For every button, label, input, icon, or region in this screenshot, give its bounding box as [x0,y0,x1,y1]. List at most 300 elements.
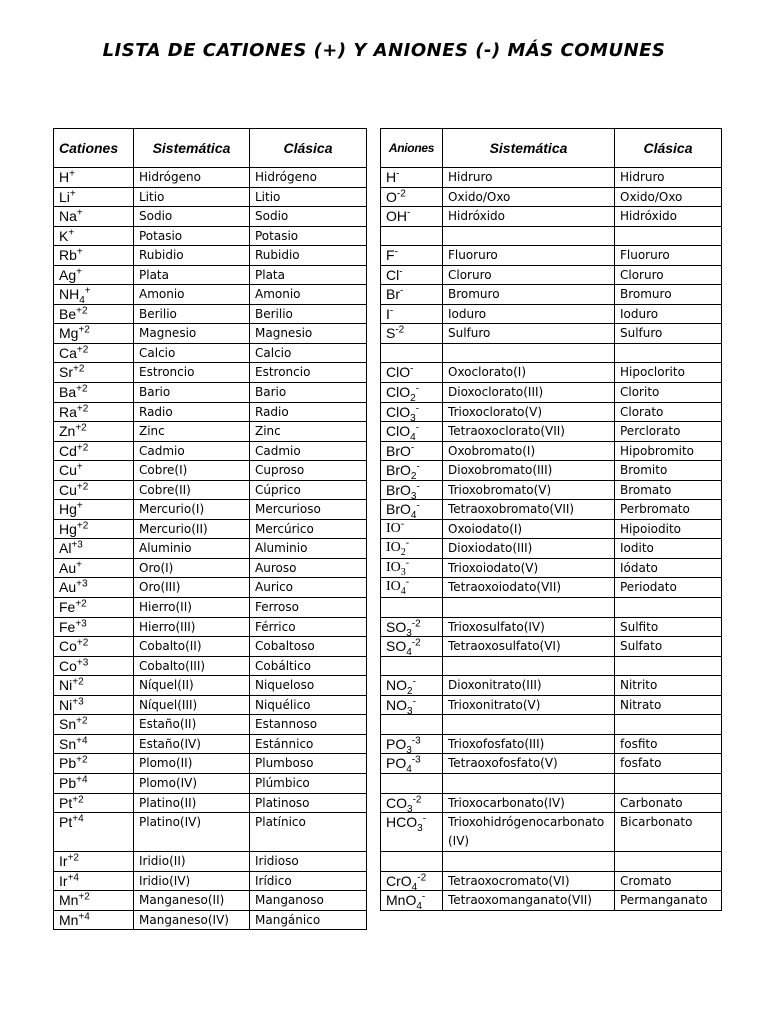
formula-subscript: 4 [406,646,412,657]
cation-row [54,343,367,363]
anions-header-clasica: Clásica [615,129,722,168]
anion-empty-cell [443,598,615,618]
formula-symbol: PO [386,755,407,772]
anion-clasica: Fluoruro [615,246,722,266]
formula-charge: +3 [72,696,84,708]
cations-header-clasica: Clásica [250,129,367,168]
cation-formula [54,598,134,618]
formula-symbol: Ir [59,853,68,870]
formula-charge: +2 [67,852,79,864]
formula-symbol: H [386,169,397,185]
formula-symbol: NO [386,677,407,694]
anion-empty-cell [615,598,722,618]
cation-formula [54,793,134,813]
cation-row [54,813,367,852]
anion-empty-cell [615,852,722,872]
formula-symbol: HCO [386,814,418,831]
formula-charge: +2 [76,481,89,493]
anion-empty-cell [443,343,615,363]
cation-sistematica: Hidrógeno [134,168,250,188]
formula-symbol: Mg [59,325,79,342]
anion-empty-cell [615,656,722,676]
anions-table [380,128,722,911]
formula-charge: +2 [73,363,85,375]
formula-symbol: Pt [59,794,73,811]
anion-sistematica: Trioxofosfato(III) [443,734,615,754]
formula-subscript: 4 [400,586,406,598]
cation-formula [54,852,134,872]
anion-sistematica: Bromuro [443,285,615,305]
cation-clasica: Estánnico [250,734,367,754]
cation-sistematica: Litio [134,187,250,207]
cation-row [54,734,367,754]
anion-empty-cell [443,656,615,676]
anion-clasica: Bromito [615,461,722,481]
formula-symbol: BrO [386,481,411,498]
anion-row [381,813,722,852]
anion-empty-cell [381,852,443,872]
cation-row [54,656,367,676]
cation-sistematica: Manganeso(II) [134,891,250,911]
anion-formula [381,813,443,852]
formula-charge: -3 [411,754,421,766]
cation-row [54,715,367,735]
anion-formula [381,617,443,637]
formula-subscript: 3 [406,744,412,754]
formula-charge: +2 [72,793,84,805]
formula-subscript: 3 [410,490,417,500]
anion-empty-cell [381,343,443,363]
cation-formula [54,402,134,422]
formula-charge: + [69,187,76,199]
formula-charge: - [421,891,426,903]
formula-symbol: IO [386,559,401,575]
anion-empty-cell [443,773,615,793]
cation-formula [54,558,134,578]
formula-charge: - [405,538,410,549]
anion-row [381,363,722,383]
formula-symbol: I [386,305,390,322]
anion-formula [381,676,443,696]
formula-subscript: 4 [416,900,422,911]
anion-clasica: Iódato [615,558,722,578]
cation-sistematica: Níquel(III) [134,695,250,715]
formula-charge: + [76,559,82,571]
formula-charge: - [415,422,420,434]
formula-subscript: 2 [407,686,413,696]
anion-clasica: Bromuro [615,285,722,305]
anion-formula [381,539,443,559]
anion-row [381,754,722,774]
anion-clasica: Hipoclorito [615,363,722,383]
cation-sistematica: Mercurio(I) [134,500,250,520]
formula-charge: -2 [412,793,422,805]
formula-charge: + [76,266,82,278]
anion-clasica: Hidruro [615,168,722,188]
anion-formula [381,754,443,774]
formula-charge: +4 [78,911,90,923]
formula-symbol: Zn [59,423,76,440]
cation-sistematica: Aluminio [134,539,250,559]
anion-clasica: Carbonato [615,793,722,813]
cation-row [54,578,367,598]
anion-row [381,637,722,657]
cation-formula [54,441,134,461]
formula-charge: - [410,442,415,453]
anion-sistematica: Trioxoclorato(V) [443,402,615,422]
cation-sistematica: Plomo(II) [134,754,250,774]
formula-symbol: Pb [59,774,77,791]
formula-charge: +2 [76,344,89,356]
anion-row [381,226,722,246]
cation-row [54,383,367,403]
formula-subscript: 2 [410,471,417,481]
formula-symbol: K [59,227,69,244]
cation-sistematica: Níquel(II) [134,676,250,696]
cation-clasica: Iridioso [250,852,367,872]
formula-charge: - [394,246,398,258]
formula-symbol: Cu [59,481,77,498]
cation-sistematica: Estaño(II) [134,715,250,735]
anion-formula [381,793,443,813]
anion-formula [381,558,443,578]
formula-subscript: 4 [410,510,417,520]
anion-formula [381,734,443,754]
formula-symbol: Co [59,638,77,655]
formula-symbol: Br [386,286,400,303]
anion-clasica: Cloruro [615,265,722,285]
cation-row [54,754,367,774]
formula-charge: - [400,519,405,530]
anion-row [381,519,722,539]
formula-charge: +2 [76,305,88,317]
formula-charge: - [389,305,394,317]
anion-clasica: Clorato [615,402,722,422]
anion-empty-cell [615,773,722,793]
cation-clasica: Potasio [250,226,367,246]
cation-row [54,461,367,481]
anion-clasica: Bicarbonato [615,813,722,852]
anion-formula [381,891,443,911]
cation-row [54,676,367,696]
formula-symbol: Fe [59,599,76,616]
cation-clasica: Plata [250,265,367,285]
cation-clasica: Mercúrico [250,519,367,539]
anion-row [381,402,722,422]
formula-symbol: Ag [59,266,77,283]
anions-header-formula: Aniones [381,129,443,168]
cation-sistematica: Radio [134,402,250,422]
cation-sistematica: Rubidio [134,246,250,266]
anion-row [381,871,722,891]
cation-sistematica: Estaño(IV) [134,734,250,754]
formula-charge: +2 [76,754,88,766]
formula-symbol: Ir [59,872,68,889]
cation-formula [54,519,134,539]
anion-row [381,852,722,872]
cation-row [54,773,367,793]
formula-subscript: 4 [411,881,418,891]
anion-formula [381,363,443,383]
formula-symbol: CO [386,794,407,811]
anion-formula [381,519,443,539]
cation-formula [54,695,134,715]
anion-row [381,168,722,188]
anion-row [381,734,722,754]
anion-clasica: Hipobromito [615,441,722,461]
formula-symbol: SO [386,638,407,655]
cation-formula [54,324,134,344]
anion-clasica: Cromato [615,871,722,891]
cation-sistematica: Cobalto(III) [134,656,250,676]
cation-sistematica: Magnesio [134,324,250,344]
anion-sistematica: Tetraoxomanganato(VII) [443,891,615,911]
cation-row [54,519,367,539]
cation-clasica: Estannoso [250,715,367,735]
formula-charge: +2 [76,402,89,414]
cation-clasica: Cúprico [250,480,367,500]
formula-subscript: 3 [410,412,416,422]
formula-charge: - [407,207,411,219]
cation-row [54,617,367,637]
cations-header-sistematica: Sistemática [134,129,250,168]
anion-formula [381,441,443,461]
formula-symbol: Ni [59,677,73,694]
cation-row [54,500,367,520]
formula-symbol: BrO [386,462,411,479]
anion-sistematica: Tetraoxofosfato(V) [443,754,615,774]
formula-charge: - [410,363,414,375]
anion-clasica: Perbromato [615,500,722,520]
cation-formula [54,813,134,852]
cation-formula [54,383,134,403]
anion-row [381,265,722,285]
cation-clasica: Estroncio [250,363,367,383]
cation-formula [54,265,134,285]
anion-clasica: Ioduro [615,304,722,324]
anion-sistematica: Trioxonitrato(V) [443,695,615,715]
formula-subscript: 4 [410,431,416,442]
anion-sistematica: Oxoiodato(I) [443,519,615,539]
anion-sistematica: Trioxoiodato(V) [443,558,615,578]
anion-empty-cell [615,343,722,363]
anion-sistematica: Hidróxido [443,207,615,227]
anion-sistematica: Dioxobromato(III) [443,461,615,481]
anion-clasica: Nitrito [615,676,722,696]
cation-row [54,246,367,266]
formula-symbol: Sn [59,716,77,733]
cation-row [54,324,367,344]
formula-charge: + [76,246,83,258]
anion-formula [381,637,443,657]
formula-symbol: CrO [386,872,412,889]
formula-charge: +2 [76,715,88,727]
formula-symbol: NO [386,696,407,713]
formula-symbol: Ni [59,696,73,713]
cation-row [54,187,367,207]
cation-clasica: Magnesio [250,324,367,344]
cation-clasica: Cobaltoso [250,637,367,657]
cations-header-formula: Cationes [54,129,134,168]
formula-symbol: Ra [59,403,77,420]
anion-sistematica: Oxido/Oxo [443,187,615,207]
anion-formula [381,304,443,324]
formula-symbol: Na [59,208,77,225]
anion-formula [381,578,443,598]
formula-charge: - [405,577,410,588]
formula-charge: +3 [76,657,89,669]
formula-symbol: Cd [59,442,77,459]
cation-formula [54,715,134,735]
anion-empty-cell [443,852,615,872]
cation-sistematica: Platino(IV) [134,813,250,852]
cation-formula [54,304,134,324]
formula-charge: + [76,461,83,473]
anion-row [381,324,722,344]
formula-symbol: Mn [59,911,79,928]
formula-charge: -2 [395,324,405,336]
cation-formula [54,246,134,266]
cation-clasica: Litio [250,187,367,207]
anion-empty-cell [381,715,443,735]
anion-empty-cell [443,226,615,246]
formula-charge: +2 [75,422,87,434]
anion-row [381,676,722,696]
cations-header-row [54,129,367,168]
cations-body [54,168,367,930]
cation-row [54,285,367,305]
cation-formula [54,578,134,598]
cation-formula [54,168,134,188]
anion-formula [381,168,443,188]
anion-sistematica: Tetraoxoiodato(VII) [443,578,615,598]
formula-charge: - [415,383,420,395]
anion-sistematica: Dioxonitrato(III) [443,676,615,696]
cation-clasica: Auroso [250,558,367,578]
anion-clasica: fosfito [615,734,722,754]
formula-charge: - [416,481,420,493]
anion-row [381,695,722,715]
formula-symbol: OH [386,208,407,225]
formula-symbol: Be [59,305,77,322]
anion-sistematica: Fluoruro [443,246,615,266]
formula-subscript: 3 [400,566,406,578]
cation-formula [54,871,134,891]
anions-header-sistematica: Sistemática [443,129,615,168]
formula-symbol: NH [59,286,80,303]
formula-charge: -2 [417,871,427,883]
formula-charge: - [415,402,420,414]
formula-charge: - [405,558,410,569]
cation-sistematica: Oro(III) [134,578,250,598]
cation-formula [54,461,134,481]
cation-clasica: Aluminio [250,539,367,559]
cation-row [54,168,367,188]
anion-clasica: Perclorato [615,422,722,442]
formula-charge: +2 [72,676,84,688]
anion-row [381,715,722,735]
formula-charge: +3 [75,617,87,629]
cation-formula [54,422,134,442]
formula-symbol: Hg [59,520,77,537]
cation-formula [54,363,134,383]
cation-sistematica: Mercurio(II) [134,519,250,539]
formula-charge: +2 [76,520,89,532]
formula-charge: + [76,207,83,219]
cation-formula [54,343,134,363]
anion-row [381,285,722,305]
formula-charge: - [412,676,416,688]
cation-clasica: Rubidio [250,246,367,266]
formula-subscript: 4 [406,764,412,774]
cation-clasica: Calcio [250,343,367,363]
cation-clasica: Berilio [250,304,367,324]
cation-clasica: Niquélico [250,695,367,715]
formula-charge: +4 [76,735,88,747]
anion-sistematica: Oxobromato(I) [443,441,615,461]
cation-row [54,265,367,285]
cation-row [54,598,367,618]
cation-sistematica: Oro(I) [134,558,250,578]
anion-formula [381,285,443,305]
formula-charge: - [400,285,404,297]
anion-row [381,187,722,207]
anion-row [381,656,722,676]
cation-sistematica: Amonio [134,285,250,305]
cation-formula [54,187,134,207]
anion-sistematica: Trioxobromato(V) [443,480,615,500]
cation-formula [54,891,134,911]
anion-sistematica: Dioxiodato(III) [443,539,615,559]
anion-formula [381,500,443,520]
cation-row [54,793,367,813]
cation-row [54,871,367,891]
formula-symbol: BrO [386,442,411,459]
anion-clasica: Hipoiodito [615,519,722,539]
anion-row [381,343,722,363]
cation-clasica: Mangánico [250,910,367,930]
page-title: LISTA DE CATIONES (+) Y ANIONES (-) MÁS COMUNES [102,40,666,61]
formula-symbol: Co [59,657,77,674]
cation-sistematica: Potasio [134,226,250,246]
cation-clasica: Cobáltico [250,656,367,676]
formula-charge: +3 [71,539,83,551]
anion-clasica: Sulfuro [615,324,722,344]
cations-table [53,128,367,930]
cation-formula [54,285,134,305]
cation-clasica: Radio [250,402,367,422]
anion-row [381,500,722,520]
anion-clasica: Permanganato [615,891,722,911]
cation-row [54,637,367,657]
formula-symbol: Li [59,188,70,205]
formula-symbol: F [386,247,395,264]
formula-symbol: Cl [386,266,400,283]
formula-charge: +4 [72,813,84,825]
anion-clasica: Oxido/Oxo [615,187,722,207]
anion-empty-cell [443,715,615,735]
anion-row [381,793,722,813]
cation-row [54,695,367,715]
anion-empty-cell [381,773,443,793]
formula-symbol: Au [59,579,77,596]
anion-formula [381,246,443,266]
formula-subscript: 3 [417,822,423,834]
formula-charge: -2 [411,617,421,629]
cation-sistematica: Berilio [134,304,250,324]
formula-subscript: 2 [410,392,416,403]
cation-sistematica: Calcio [134,343,250,363]
